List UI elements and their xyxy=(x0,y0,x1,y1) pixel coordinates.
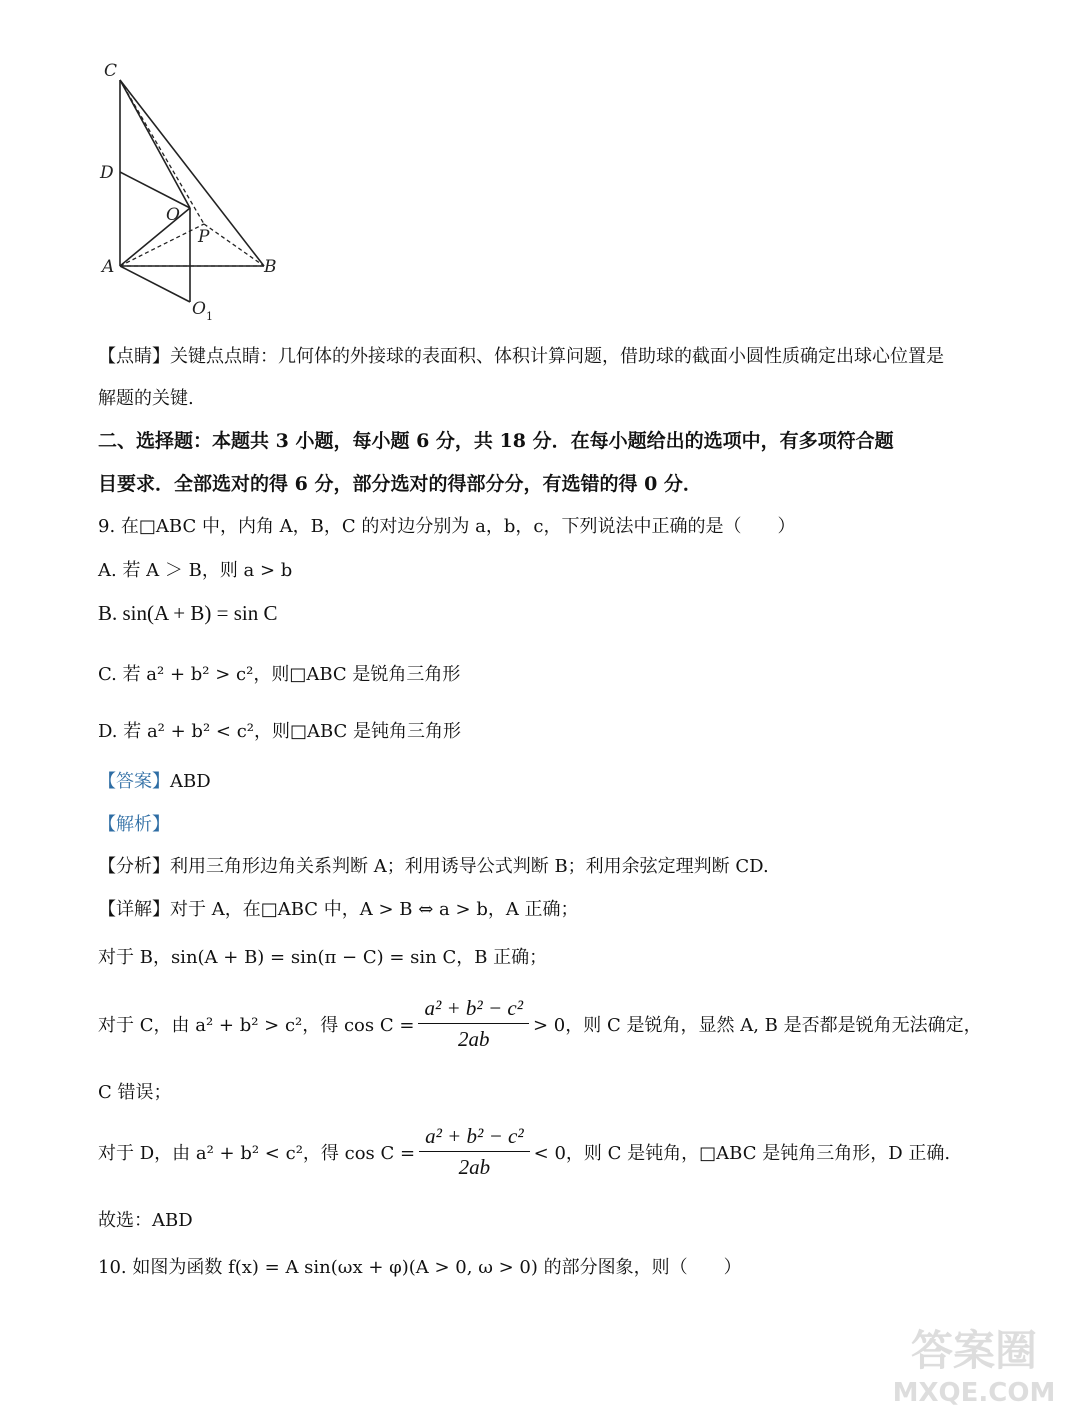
label-p: P xyxy=(198,227,210,247)
q9-choose: 故选：ABD xyxy=(98,1210,193,1231)
xiangjie-tag: 【详解】 xyxy=(98,899,170,920)
dianjing-tag: 【点睛】 xyxy=(98,346,170,367)
label-b: B xyxy=(264,257,277,277)
watermark-text-1: 答案圈 xyxy=(910,1326,1038,1375)
label-a: A xyxy=(102,257,115,277)
q10-stem: 10. 如图为函数 f(x) = A sin(ωx + φ)(A > 0, ω > 0) 的部分图象，则（ ） xyxy=(98,1257,742,1278)
label-o: O xyxy=(166,205,180,225)
q9-stem: 9. 在□ABC 中，内角 A，B，C 的对边分别为 a，b，c，下列说法中正确的是（ ） xyxy=(98,516,796,537)
line-c-post: > 0，则 C 是锐角，显然 A, B 是否都是锐角无法确定， xyxy=(533,1015,982,1036)
dianjing-line1 xyxy=(98,342,944,368)
q9-line-c2: C 错误； xyxy=(98,1082,172,1103)
q9-option-c: C. 若 a² + b² > c²，则□ABC 是锐角三角形 xyxy=(98,664,461,685)
label-o1-sub: 1 xyxy=(206,310,213,323)
answer-value: ABD xyxy=(170,771,211,792)
q9-answer-line xyxy=(98,767,211,793)
label-d: D xyxy=(100,163,114,183)
xiangjie-text: 对于 A，在□ABC 中，A > B ⇔ a > b，A 正确； xyxy=(170,899,579,920)
section-heading-line1: 二、选择题：本题共 3 小题，每小题 6 分，共 18 分．在每小题给出的选项中，有多项符合题 xyxy=(98,430,894,452)
answer-tag: 【答案】 xyxy=(98,771,170,792)
geometry-figure xyxy=(96,58,296,323)
section-heading-line2: 目要求．全部选对的得 6 分，部分选对的得部分分，有选错的得 0 分． xyxy=(98,473,702,495)
fraction-d-denominator: 2ab xyxy=(458,1155,491,1179)
label-o1: O xyxy=(192,299,206,319)
watermark-logo xyxy=(882,1317,1062,1407)
fraction-d xyxy=(419,1124,530,1180)
fraction-c-numerator: a² + b² − c² xyxy=(418,996,529,1024)
q9-option-b: B. sin(A + B) = sin C xyxy=(98,601,278,625)
watermark-text-2: MXQE.COM xyxy=(892,1378,1056,1407)
fenxi-text: 利用三角形边角关系判断 A；利用诱导公式判断 B；利用余弦定理判断 CD. xyxy=(170,856,769,877)
label-c: C xyxy=(104,61,118,81)
q9-option-d: D. 若 a² + b² < c²，则□ABC 是钝角三角形 xyxy=(98,721,462,742)
q9-line-b: 对于 B，sin(A + B) = sin(π − C) = sin C，B 正确； xyxy=(98,947,548,968)
line-d-post: < 0，则 C 是钝角，□ABC 是钝角三角形，D 正确. xyxy=(533,1143,951,1164)
q9-line-c xyxy=(98,996,982,1052)
dianjing-line2: 解题的关键. xyxy=(98,388,194,409)
q9-fenxi-line xyxy=(98,852,769,878)
fenxi-tag: 【分析】 xyxy=(98,856,170,877)
fraction-d-numerator: a² + b² − c² xyxy=(419,1124,530,1152)
fraction-c xyxy=(418,996,529,1052)
q9-option-a: A. 若 A ＞ B，则 a > b xyxy=(98,560,293,581)
line-c-pre: 对于 C，由 a² + b² > c²，得 cos C = xyxy=(98,1015,415,1036)
q9-xiangjie-line xyxy=(98,895,579,921)
line-d-pre: 对于 D，由 a² + b² < c²，得 cos C = xyxy=(98,1143,416,1164)
fraction-c-denominator: 2ab xyxy=(457,1027,490,1051)
q9-line-d xyxy=(98,1124,950,1180)
dianjing-text: 关键点点睛：几何体的外接球的表面积、体积计算问题，借助球的截面小圆性质确定出球心位置是 xyxy=(170,346,944,367)
analysis-tag: 【解析】 xyxy=(98,814,170,835)
